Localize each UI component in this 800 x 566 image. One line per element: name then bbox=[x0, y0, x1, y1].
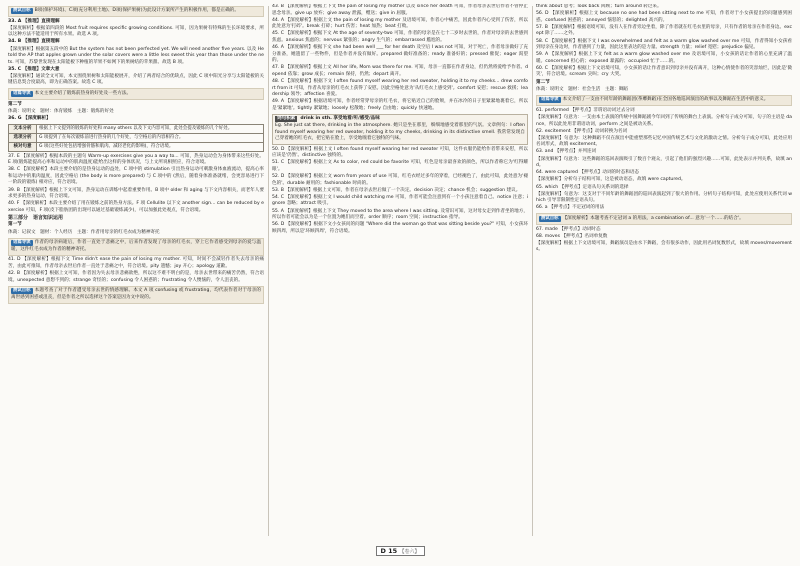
text-paragraph: 38. C 【深度解析】本段主要介绍的是热身运动的益处，C 项中的 stimulation 引出热身运动可刺激身体血液流动，提高心率和运动中的肌肉温度，因此空格后 (the body is more prepared) 与 C 项中的 (然后，随着身体准备就绪，会更容易进行下一阶段的锻炼) 相对应，符合语境。 bbox=[8, 167, 264, 186]
text-paragraph: 43. B 【深度解析】根据上下文 the pain of losing my mother 以及 since her death 可知，作者母亲去世后作者不曾停止思念母亲。give up 放弃；give away 泄露，赠送；give in 屈服。 bbox=[272, 4, 528, 16]
note-text: B项(保护环境)、C项(充分利用土地)、D项(保护果树)为此设计方案所产生的积极作用，都是正确的。 bbox=[34, 8, 239, 13]
column-divider bbox=[532, 6, 533, 536]
text-paragraph: 【深度解析】句意为：这支对于不同年龄的舞蹈团的巡回表演起到了很大的作用。分析句子结构可知，此处应使用关系代词 which 引导非限制性定语从句。 bbox=[536, 191, 792, 204]
text-paragraph: 40. F 【深度解析】本段主要介绍了用在锻炼之前的热身方法。F 项 Cellulite 以下文 another sign... can be reduced by exercise 可知，F 项(皮下脂肪团的出现可以通过基础锻炼减少)，可以加强此处观点，符合语境。 bbox=[8, 201, 264, 213]
vocabulary-box bbox=[272, 114, 528, 145]
column-middle bbox=[272, 4, 528, 540]
text-paragraph: 61. performed 【押考点】非谓语动词过去分词 bbox=[536, 107, 635, 113]
question-heading: 第二节 bbox=[536, 79, 550, 85]
question-heading: 第二节 bbox=[8, 101, 22, 107]
note-tag: 测试目标 bbox=[13, 8, 31, 13]
page-footer bbox=[0, 546, 800, 556]
question-heading: 33. A 【推理】直接理解 bbox=[8, 18, 60, 24]
note-tag: 测试目标 bbox=[541, 215, 559, 221]
text-paragraph: 【深度解析】根据第四段的 Most fruit requires specific growing conditions. 可知，因为果树有特殊的生长环境要求，所以这种方法不能适用于所有水果。故选 A 项。 bbox=[8, 25, 264, 38]
text-paragraph: 体裁：记叙文 题材：个人经历 主题：作者用母亲的红毛衣成为精神寄托 bbox=[8, 229, 160, 235]
text-paragraph: 51. C 【深度解析】根据上文 As to color, red could be favorite 可知，红色是母亲最喜欢的颜色，所以作者称它为'红得耀眼'。 bbox=[272, 160, 528, 172]
text-paragraph: 54. C 【深度解析】根据上文 I would child watching me 可知，作者可能会注意到有一个小孩注意着自己。notice 注意；ignore 忽略；attract 吸引。 bbox=[272, 194, 528, 207]
analysis-row bbox=[9, 124, 264, 133]
text-paragraph: 59. A 【深度解析】根据上下文 felt as a warm glow washed over me 及语境可知，小女孩的话让作者的心里充满了温暖。concerned 担心的；exposed 暴露的；occupied 忙于……的。 bbox=[536, 52, 792, 64]
text-paragraph: 67. made 【押考点】动词时态 bbox=[536, 226, 601, 232]
text-paragraph: 47. B 【深度解析】根据上文 All her life, Mom was there for me. 可知，母亲一直都在作者身边，但仍然将爱给予作者。depend 依靠；grow 成长；remain 保持，仍然；depart 离开。 bbox=[272, 65, 528, 77]
vocabulary-title: 词句积累 bbox=[277, 115, 296, 121]
text-paragraph: 45. C 【深度解析】根据下文 At the age of seventy-two 可知，作者的母亲是在七十二岁时去世的，作者对母亲的去世感到焦虑。anxious 焦虑的；nervous 紧张的；angry 生气的；embarrassed 尴尬的。 bbox=[272, 31, 528, 43]
text-paragraph: 57. B 【深度解析】根据语境可知，没有人在作者旁边坐着，除了作者就在红毛衣里的母亲，只有作者的母亲在作者身边。except 除了……之外。 bbox=[536, 24, 792, 37]
text-paragraph: 【深度解析】分析句子结构可知，这是被动语态，故填 were captured。 bbox=[536, 177, 686, 183]
text-paragraph: 37. E 【深度解析】根据本段的主题句 Warm-up exercises give you a way to... 可知，热身运动会为身体带来这些好处。E 项(锻炼能提高心率和运动中的肌肉温度)能给出这样的身体状况，与上文所说相照应，符合语境。 bbox=[8, 153, 264, 166]
column-divider bbox=[268, 6, 269, 536]
analysis-text: G 项(这些好处包括增强骨骼和肌肉、减轻老化的影响)，符合语境。 bbox=[37, 143, 264, 152]
text-paragraph: 【深度解析】根据上下文语境可知，舞蹈演员是由水下舞蹈，会有很多动作，因此用名词复数形式，故填 moves/movements。 bbox=[536, 240, 792, 253]
text-paragraph: 【深度解析】通读全文可知，本文围绕果树和太阳能板展开，介绍了两者结合的优缺点，因此 C 项中阳光分享与太阳能板的关键信息契合度最高，即为正确答案。故选 C 项。 bbox=[8, 73, 264, 86]
note-tag: 测试目标 bbox=[13, 288, 31, 294]
text-paragraph: 44. A 【深度解析】根据上文 the pain of losing my mother 及语境可知，作者心中痛苦，因此作者内心受到了伤害，所以此处意为'打碎'。break 打碎；hurt 伤害；heat 加热；beat 打败。 bbox=[272, 17, 528, 30]
question-heading: 35. C 【推理】文章大意 bbox=[8, 66, 60, 72]
text-paragraph: 56. D 【深度解析】根据下文小女孩问的问题 "Where did the woman go that was sitting beside you?" 可知，小女孩环顾四周，所以是'环顾四周'，符合语境。 bbox=[272, 222, 528, 234]
text-paragraph: 56. D 【深度解析】根据上文 because no one had been sitting next to me 可知，作者对于小女孩提出的问题感到困惑。confused 困惑的；annoyed 恼怒的；delighted 高兴的。 bbox=[536, 11, 792, 23]
tagged-note bbox=[8, 238, 264, 256]
analysis-row bbox=[9, 133, 264, 142]
text-paragraph: 63. and 【押考点】并列连词 bbox=[536, 149, 597, 155]
note-tag: 语篇导读 bbox=[13, 90, 31, 96]
tagged-note bbox=[536, 95, 792, 107]
analysis-label: 选项分析 bbox=[9, 133, 37, 142]
question-heading: 第一节 bbox=[8, 222, 22, 228]
text-paragraph: 65. which 【押考点】定语从句关系词的选择 bbox=[536, 184, 629, 190]
note-text: 本文介绍了一支由不同年龄的舞蹈团(荼蘼舞蹈)在全国各地巡回演出的故事以及舞蹈在生活中的意义。 bbox=[562, 97, 769, 103]
note-text: 【深度解析】本题考查不定冠词 a 的用法，a combination of... 意为'一个……的结合'。 bbox=[562, 215, 744, 221]
text-paragraph: 49. A 【深度解析】根据语境可知，作者经常穿母亲的红毛衣，将它贴近自己的脸颊，并在冰冷的日子里紧紧地裹着它，所以是'紧紧地'。tightly 紧紧地；loosely 松散地；freely 自由地；quickly 快速地。 bbox=[272, 99, 528, 111]
note-tag: 语篇导读 bbox=[541, 97, 559, 103]
question-heading: 36. G 【深度解析】 bbox=[8, 115, 51, 121]
text-paragraph: 64. were captured 【押考点】动词的时态和语态 bbox=[536, 170, 640, 176]
text-paragraph: 42. B 【深度解析】根据上文可知，作者因为失去母亲悲痛欲绝，所以这不难不明白的是，母亲去世带来的痛苦仍然，符合语境。unexpected 意想不到的；strange 奇怪的；confusing 令人困惑的；frustrating 令人懊恼的，令人沮丧的。 bbox=[8, 270, 264, 283]
analysis-label: 核对句意 bbox=[9, 143, 37, 152]
text-paragraph: 39. B 【深度解析】根据上下文可知，热身运动在训练中起着重要作用。B 项中 older 和 aging 与下文内容相关，而老年人要求更多的热身运动，符合语境。 bbox=[8, 187, 264, 200]
text-paragraph: think about 思考；look back 回顾；turn around 转过来。 bbox=[536, 4, 662, 9]
vocabulary-phrase: drink in sth. 享受地看/听/感受/品味 bbox=[300, 115, 380, 121]
vocabulary-example: Eg. She just sat there, drinking in the atmosphere. 她只是坐在那里，细细地感受着那里的气氛。文章例句：I often found myself wearing her red sweater, holding it to my cheeks, drinking in its distinctive smell. 我常常发现自己穿着她的红毛衣，把它贴在脸上，享受地嗅着它独特的气味。 bbox=[275, 122, 525, 142]
analysis-text: G 项提到了在每次锻炼前进行热身的几个好处，与空格后的内容相符合。 bbox=[37, 133, 264, 142]
analysis-row bbox=[9, 143, 264, 152]
note-text: 作者的母亲病逝后，作者一直处于悲痛之中，后来作者发现了母亲的红毛衣，穿上它作者感受到母亲的爱与温暖，这件红毛衣成为作者的精神寄托。 bbox=[11, 240, 261, 252]
text-paragraph: 41. D 【深度解析】根据下文 Time didn't ease the pain of losing my mother. 可知，时间不会减轻作者失去母亲的痛苦，由此可推知，作者母亲去世后作者一直处于悲痛之中，符合语境。pity 遗憾；joy 开心；apology 道歉。 bbox=[8, 257, 264, 269]
text-paragraph: 68. moves 【押考点】名词单复数 bbox=[536, 233, 608, 239]
text-paragraph: 55. A 【深度解析】根据上下文 They moved to the area where I was sitting. 及常识可知，这对母女走到作者坐的地方，所以作者可能会以为是一个位置为她们而空着。order 顺序；room 空间；instruction 指导。 bbox=[272, 208, 528, 221]
text-paragraph: 62. excitement 【押考点】动词转换为名词 bbox=[536, 128, 628, 134]
text-paragraph: 50. D 【深度解析】根据上文 I often found myself wearing her red sweater 可知，这件衣服仍能给作者带来安慰，所以应该是'仍然'。distinctive 独特的。 bbox=[272, 146, 528, 159]
note-text: 本题考查了对于作者遭受母亲去世的情感理解。本文 A 项 confusing 或 frustrating，均代表作者对于母亲的离世感到困惑或沮丧，但是作者之所以选择这个答案是因为文中说的。 bbox=[11, 288, 261, 300]
text-paragraph: 53. B 【深度解析】根据上文可知，作者在母亲去世后做了一个决定。decision 决定；chance 机会；suggestion 建议。 bbox=[272, 187, 521, 193]
note-text: 本文主要介绍了锻炼前热身的好处及一些方法。 bbox=[34, 90, 132, 96]
text-paragraph: 60. C 【深度解析】根据上下文语境可知，小女孩的话让作者意识到母亲并没有离开，这种心情使作者的笑容灿烂，因此是'微笑'，符合语境。scream 尖叫；cry 大哭。 bbox=[536, 65, 792, 78]
text-paragraph: 66. a 【押考点】不定冠词的用法 bbox=[536, 205, 605, 211]
column-right bbox=[536, 4, 792, 540]
text-paragraph: 体裁：说明文 题材：体育锻炼 主题：锻炼的好处 bbox=[8, 108, 114, 114]
text-paragraph: 48. C 【深度解析】根据下文 I often found myself wearing her red sweater, holding it to my cheeks... drew comfort from it 可知，作者从母亲的红毛衣上获得了安慰。因此空格处意为'从红毛衣上感受到'。comfort 安慰；rescue 救援；leadership 领导；affection 喜爱。 bbox=[272, 78, 528, 98]
tagged-note bbox=[8, 6, 264, 18]
text-paragraph: 52. D 【深度解析】根据上文 worn from years of use 可知，红毛衣经过多年的穿着，已经褪色了，由此可知，此处意为'褪色的'。durable 耐用的；fashionable 时尚的。 bbox=[272, 174, 528, 186]
section-heading: 第三部分 语言知识运用 bbox=[8, 215, 64, 222]
volume-label: 【卷六】 bbox=[399, 549, 420, 555]
tagged-note bbox=[8, 88, 264, 100]
text-paragraph: 【深度解析】根据第五段中的 But the system has not been perfected yet. We will need another five years. 以及 He told the AP that apples grown under the solar covers were a little less sweet this year than those under the nets. 可知，苏黎世发现在太阳能板下种植的苹果不如网下的果树结的苹果甜。故选 B 项。 bbox=[8, 46, 264, 65]
analysis-label: 文本分析 bbox=[9, 124, 37, 133]
vocabulary-header bbox=[275, 116, 525, 123]
note-tag: 语篇导读 bbox=[13, 240, 31, 246]
tagged-note bbox=[8, 286, 264, 304]
text-paragraph: 【深度解析】句意为：这些舞蹈的巡回表演吸引了数百个观众，引起了他们的强烈兴趣……可知，此处表示并列关系，故填 and。 bbox=[536, 156, 792, 169]
tagged-note bbox=[536, 213, 792, 225]
text-paragraph: 58. C 【深度解析】根据下文 I was overwhelmed and felt as a warm glow washed over me 可知，作者得知小女孩看到母亲在身边时，作者感到了力量，因此这里表达的是力量。strength 力量；relief 宽慰；prejudice 偏见。 bbox=[536, 38, 792, 51]
text-paragraph: 【深度解析】句意为：这种舞蹈不仅在演出中能重塑那些记忆中国传统艺术与文化的激动之情。分析句子成分可知，此处应用名词形式，故填 excitement。 bbox=[536, 135, 792, 148]
question-heading: 34. B 【推理】直接理解 bbox=[8, 39, 60, 45]
column-left bbox=[8, 4, 264, 540]
text-paragraph: 【深度解析】句意为：一支由本土表演的传统中国舞蹈剧今年回到了传统的舞台上表演。分析句子成分可知，句子的主语是 dance，所以此处用非谓语动词，perform 之间是被动关系。 bbox=[536, 114, 792, 127]
analysis-table bbox=[8, 124, 264, 152]
page-number: D 15 bbox=[380, 547, 398, 555]
text-paragraph: 体裁：说明文 题材：社会生活 主题：舞蹈 bbox=[536, 86, 628, 92]
analysis-text: 根据上下文提到的锻炼的好处和 many others 以及下文内容可知，此处会提及锻炼的几个好处。 bbox=[37, 124, 264, 133]
page-number-box bbox=[376, 546, 425, 556]
text-paragraph: 46. A 【深度解析】根据下文 she had been well ___ for her death 及空后 I was not 可知，对于死亡，作者母亲做好了充分准备，她遗留了一些物件，但是作者并没有做好。prepared 做好准备的；ready 准备好的；pressed 催促；eager 渴望的。 bbox=[272, 45, 528, 64]
